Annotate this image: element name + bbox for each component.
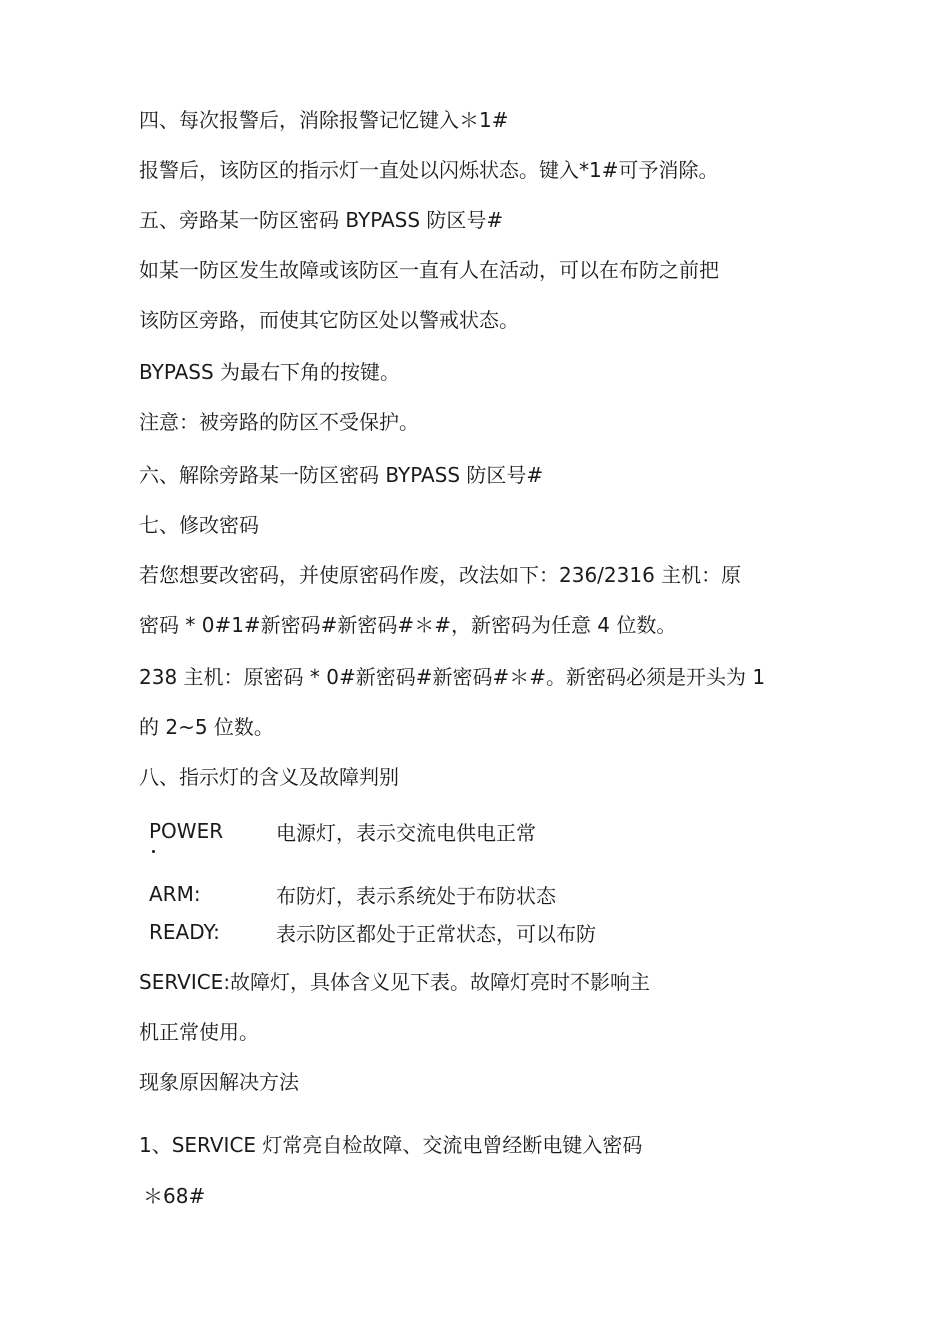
section-5-body-line-1: 如某一防区发生故障或该防区一直有人在活动，可以在布防之前把 [139,258,719,282]
indicator-desc-ready: 表示防区都处于正常状态，可以布防 [276,922,596,946]
section-4-body: 报警后，该防区的指示灯一直处以闪烁状态。键入*1#可予消除。 [139,158,719,182]
indicator-desc-arm: 布防灯，表示系统处于布防状态 [276,884,556,908]
section-5-body-line-3: BYPASS 为最右下角的按键。 [139,360,401,384]
indicator-label-arm: ARM: [149,882,201,906]
section-8-title: 八、指示灯的含义及故障判别 [139,765,399,789]
bullet-dot [152,850,155,853]
section-5-note: 注意：被旁路的防区不受保护。 [139,410,419,434]
section-5-title: 五、旁路某一防区密码 BYPASS 防区号# [139,208,504,232]
service-description-line-2: 机正常使用。 [139,1020,259,1044]
indicator-label-power: POWER [149,819,224,843]
section-6-title: 六、解除旁路某一防区密码 BYPASS 防区号# [139,463,544,487]
service-description-line-1: SERVICE:故障灯，具体含义见下表。故障灯亮时不影响主 [139,970,651,994]
section-7-body-line-1: 若您想要改密码，并使原密码作废，改法如下：236/2316 主机：原 [139,563,742,587]
section-4-title: 四、每次报警后，消除报警记忆键入＊1# [139,108,509,132]
section-7-body-line-2: 密码 * 0#1#新密码#新密码#＊#，新密码为任意 4 位数。 [139,613,677,637]
section-7-body-line-3: 238 主机：原密码 * 0#新密码#新密码#＊#。新密码必须是开头为 1 [139,665,766,689]
section-7-title: 七、修改密码 [139,513,259,537]
fault-row-1: 1、SERVICE 灯常亮自检故障、交流电曾经断电键入密码 [139,1133,643,1157]
section-5-body-line-2: 该防区旁路，而使其它防区处以警戒状态。 [139,308,519,332]
indicator-label-ready: READY: [149,920,220,944]
section-7-body-line-4: 的 2~5 位数。 [139,715,274,739]
indicator-desc-power: 电源灯，表示交流电供电正常 [276,821,536,845]
fault-row-1-continuation: ＊68# [143,1184,206,1208]
fault-table-header: 现象原因解决方法 [139,1070,299,1094]
